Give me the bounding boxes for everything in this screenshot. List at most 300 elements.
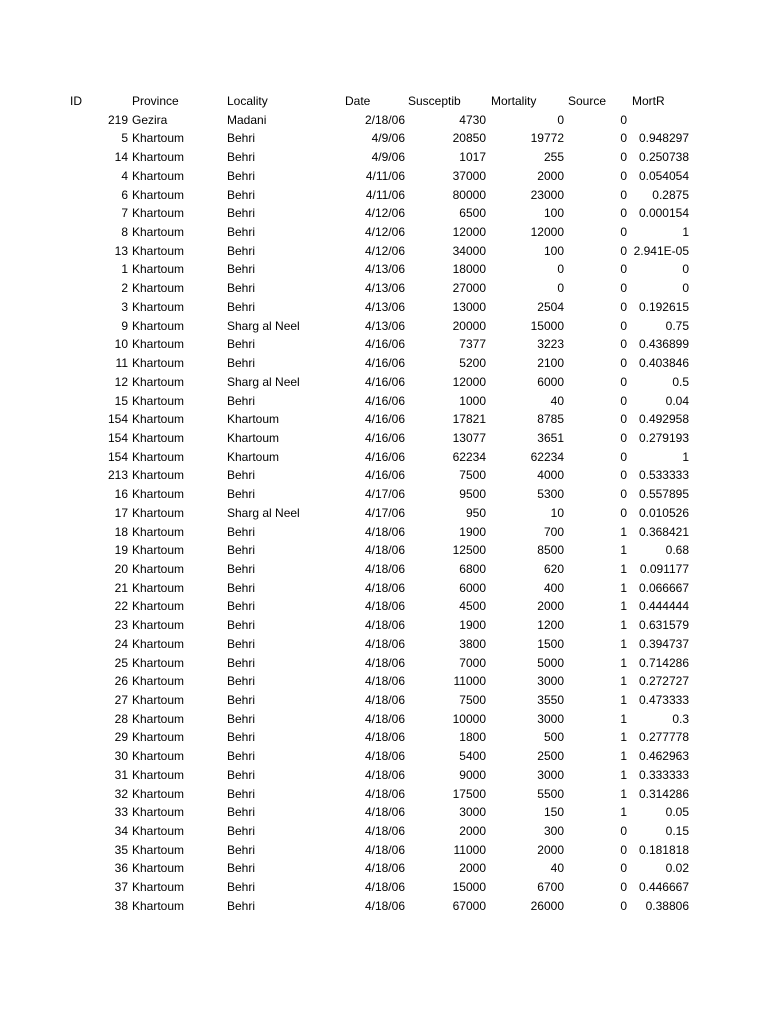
cell-susceptib: 27000	[452, 281, 486, 296]
cell-province: Khartoum	[132, 693, 185, 707]
cell-susceptib: 4730	[459, 112, 486, 127]
cell-susceptib: 17500	[452, 786, 486, 801]
table-row	[0, 317, 768, 336]
cell-mortality: 700	[543, 524, 564, 539]
cell-mortality: 300	[543, 824, 564, 839]
table-row	[0, 504, 768, 523]
cell-susceptib: 13077	[452, 430, 486, 445]
cell-id: 12	[114, 374, 128, 389]
cell-mortr: 0	[682, 281, 689, 296]
cell-mortality: 6700	[537, 880, 564, 895]
cell-date: 4/18/06	[364, 543, 405, 558]
cell-mortality: 3000	[537, 674, 564, 689]
cell-date: 4/11/06	[365, 187, 405, 202]
table-row	[0, 129, 768, 148]
cell-locality: Behri	[227, 580, 256, 595]
cell-locality: Behri	[227, 805, 256, 820]
cell-susceptib: 7500	[459, 693, 486, 707]
table-row	[0, 747, 768, 766]
cell-mortality: 3651	[537, 430, 564, 445]
table-row	[0, 766, 768, 785]
table-row	[0, 710, 768, 729]
cell-mortr: 0.38806	[645, 898, 689, 913]
cell-province: Khartoum	[132, 636, 185, 651]
cell-source: 0	[620, 880, 627, 895]
table-row	[0, 897, 768, 916]
cell-locality: Behri	[227, 636, 256, 651]
cell-susceptib: 9500	[459, 487, 486, 502]
cell-mortr	[627, 111, 689, 130]
table-row	[0, 616, 768, 635]
cell-mortality: 12000	[530, 225, 564, 240]
cell-province: Khartoum	[132, 580, 185, 595]
cell-mortality: 100	[543, 243, 564, 258]
cell-susceptib: 1017	[459, 150, 486, 165]
cell-province: Khartoum	[132, 599, 185, 614]
table-row	[0, 579, 768, 598]
cell-locality: Behri	[227, 693, 256, 707]
cell-susceptib: 67000	[452, 898, 486, 913]
cell-date: 4/16/06	[364, 412, 405, 427]
cell-id: 3	[121, 299, 128, 314]
cell-source: 0	[620, 374, 627, 389]
cell-locality: Behri	[227, 299, 256, 314]
cell-date: 4/18/06	[364, 655, 405, 670]
cell-mortality: 8500	[537, 543, 564, 558]
cell-source: 0	[620, 487, 627, 502]
header-susceptib: Susceptib	[408, 94, 461, 108]
cell-id: 4	[121, 168, 128, 183]
cell-province: Khartoum	[132, 206, 185, 221]
cell-locality: Behri	[227, 187, 256, 202]
cell-source: 0	[620, 187, 627, 202]
cell-mortr: 0.05	[665, 805, 689, 820]
cell-mortality: 500	[543, 730, 564, 745]
cell-date: 4/18/06	[364, 767, 405, 782]
cell-mortality: 10	[550, 505, 564, 520]
cell-susceptib: 11000	[453, 842, 486, 857]
cell-province: Khartoum	[132, 767, 185, 782]
cell-susceptib: 4500	[459, 599, 486, 614]
cell-province: Khartoum	[132, 412, 185, 427]
cell-date: 4/13/06	[364, 262, 405, 277]
cell-source: 1	[620, 636, 627, 651]
cell-date: 4/18/06	[364, 824, 405, 839]
cell-date: 4/16/06	[364, 430, 405, 445]
cell-id: 7	[121, 206, 128, 221]
cell-mortality: 1200	[537, 618, 564, 633]
cell-id: 34	[114, 824, 128, 839]
cell-source: 1	[620, 543, 627, 558]
cell-mortality: 100	[543, 206, 564, 221]
cell-locality: Behri	[227, 599, 256, 614]
cell-mortr: 0.557895	[638, 487, 689, 502]
cell-mortality: 19772	[530, 131, 564, 146]
cell-id: 23	[114, 618, 128, 633]
cell-susceptib: 950	[465, 505, 486, 520]
table-row	[0, 335, 768, 354]
table-row	[0, 523, 768, 542]
cell-province: Khartoum	[132, 674, 185, 689]
cell-susceptib: 34000	[452, 243, 486, 258]
cell-source: 1	[620, 561, 627, 576]
cell-date: 4/18/06	[364, 880, 405, 895]
cell-id: 30	[114, 749, 128, 764]
cell-province: Khartoum	[132, 281, 185, 296]
cell-locality: Behri	[227, 655, 256, 670]
cell-locality: Khartoum	[227, 430, 280, 445]
table-row	[0, 148, 768, 167]
cell-mortality: 0	[557, 262, 564, 277]
cell-mortr: 0.192615	[638, 299, 689, 314]
cell-province: Khartoum	[132, 299, 185, 314]
cell-locality: Behri	[227, 524, 256, 539]
cell-mortr: 0.15	[665, 824, 689, 839]
cell-date: 4/16/06	[364, 468, 405, 483]
cell-mortr: 0.066667	[638, 580, 689, 595]
cell-source: 1	[620, 693, 627, 707]
cell-source: 0	[620, 168, 627, 183]
cell-mortr: 0.000154	[638, 206, 689, 221]
cell-mortr: 1	[682, 449, 689, 464]
cell-mortality: 6000	[537, 374, 564, 389]
cell-id: 2	[121, 281, 128, 296]
cell-locality: Behri	[227, 730, 256, 745]
cell-province: Khartoum	[132, 618, 185, 633]
cell-date: 4/13/06	[364, 318, 405, 333]
cell-province: Khartoum	[132, 842, 185, 857]
cell-susceptib: 6000	[459, 580, 486, 595]
cell-source: 0	[620, 281, 627, 296]
table-row	[0, 485, 768, 504]
cell-province: Khartoum	[132, 356, 185, 371]
table-row	[0, 242, 768, 261]
cell-province: Khartoum	[132, 861, 185, 876]
cell-mortality: 40	[550, 861, 564, 876]
cell-locality: Behri	[227, 749, 256, 764]
table-row	[0, 672, 768, 691]
cell-province: Khartoum	[132, 243, 185, 258]
cell-date: 4/18/06	[364, 898, 405, 913]
header-province: Province	[132, 94, 179, 108]
cell-id: 20	[114, 561, 128, 576]
cell-source: 0	[620, 356, 627, 371]
cell-susceptib: 17821	[452, 412, 486, 427]
cell-mortality: 2100	[537, 356, 564, 371]
cell-mortality: 23000	[530, 187, 564, 202]
cell-id: 10	[114, 337, 128, 352]
cell-mortr: 0.02	[665, 861, 689, 876]
cell-locality: Behri	[227, 206, 256, 221]
cell-mortr: 0.446667	[638, 880, 689, 895]
cell-locality: Behri	[227, 543, 256, 558]
cell-id: 5	[121, 131, 128, 146]
table-body	[0, 111, 768, 916]
cell-susceptib: 5200	[459, 356, 486, 371]
cell-source: 1	[620, 730, 627, 745]
cell-mortality: 26000	[530, 898, 564, 913]
cell-province: Khartoum	[132, 430, 185, 445]
cell-date: 4/18/06	[364, 805, 405, 820]
spreadsheet-table	[0, 92, 768, 916]
cell-province: Khartoum	[132, 543, 185, 558]
cell-date: 4/18/06	[364, 674, 405, 689]
cell-mortr: 0.272727	[638, 674, 689, 689]
cell-mortality: 2504	[537, 299, 564, 314]
cell-source: 0	[620, 861, 627, 876]
header-mortr: MortR	[632, 94, 665, 108]
cell-mortality: 2000	[537, 168, 564, 183]
cell-source: 0	[620, 468, 627, 483]
cell-province: Khartoum	[132, 505, 185, 520]
cell-id: 154	[107, 430, 128, 445]
cell-date: 4/17/06	[364, 505, 405, 520]
cell-mortr: 0.948297	[638, 131, 689, 146]
cell-date: 4/16/06	[364, 449, 405, 464]
table-row	[0, 691, 768, 710]
cell-mortality: 1500	[537, 636, 564, 651]
cell-source: 0	[620, 393, 627, 408]
cell-locality: Behri	[227, 711, 256, 726]
cell-susceptib: 1800	[459, 730, 486, 745]
cell-id: 11	[115, 356, 128, 371]
table-row	[0, 111, 768, 130]
cell-susceptib: 3000	[459, 805, 486, 820]
cell-mortality: 3000	[537, 767, 564, 782]
cell-date: 4/16/06	[364, 356, 405, 371]
cell-mortr: 0.279193	[638, 430, 689, 445]
cell-source: 0	[620, 842, 627, 857]
table-row	[0, 260, 768, 279]
cell-mortr: 0.2875	[652, 187, 689, 202]
cell-source: 0	[620, 131, 627, 146]
cell-locality: Behri	[227, 842, 256, 857]
cell-source: 0	[620, 150, 627, 165]
cell-locality: Behri	[227, 393, 256, 408]
cell-susceptib: 12000	[452, 225, 486, 240]
cell-susceptib: 15000	[452, 880, 486, 895]
cell-mortality: 400	[543, 580, 564, 595]
cell-date: 4/18/06	[364, 693, 405, 707]
cell-source: 1	[620, 749, 627, 764]
cell-source: 1	[620, 805, 627, 820]
cell-locality: Madani	[227, 112, 267, 127]
cell-id: 219	[107, 112, 128, 127]
cell-id: 35	[114, 842, 128, 857]
cell-id: 13	[114, 243, 128, 258]
cell-susceptib: 6500	[459, 206, 486, 221]
cell-locality: Behri	[227, 468, 256, 483]
cell-id: 21	[114, 580, 128, 595]
table-row	[0, 560, 768, 579]
cell-mortality: 150	[543, 805, 564, 820]
cell-date: 4/18/06	[364, 580, 405, 595]
cell-locality: Behri	[227, 243, 256, 258]
cell-date: 4/18/06	[364, 636, 405, 651]
cell-mortr: 0.277778	[638, 730, 689, 745]
cell-mortality: 2500	[537, 749, 564, 764]
cell-id: 1	[121, 262, 128, 277]
table-row	[0, 728, 768, 747]
cell-locality: Behri	[227, 674, 256, 689]
cell-date: 4/18/06	[364, 618, 405, 633]
cell-date: 4/18/06	[364, 861, 405, 876]
cell-mortality: 5500	[537, 786, 564, 801]
cell-mortr: 0.181818	[638, 842, 689, 857]
cell-source: 1	[620, 599, 627, 614]
cell-mortr: 1	[682, 225, 689, 240]
cell-date: 4/18/06	[364, 599, 405, 614]
cell-mortality: 3223	[537, 337, 564, 352]
cell-id: 15	[114, 393, 128, 408]
cell-mortr: 0.04	[665, 393, 689, 408]
cell-mortr: 0.436899	[638, 337, 689, 352]
cell-locality: Behri	[227, 337, 256, 352]
cell-locality: Behri	[227, 861, 256, 876]
cell-susceptib: 18000	[452, 262, 486, 277]
cell-susceptib: 12000	[452, 374, 486, 389]
table-row	[0, 223, 768, 242]
cell-source: 1	[620, 674, 627, 689]
cell-source: 1	[620, 786, 627, 801]
cell-mortality: 3550	[537, 693, 564, 707]
cell-source: 1	[620, 524, 627, 539]
cell-susceptib: 5400	[459, 749, 486, 764]
cell-locality: Sharg al Neel	[227, 374, 300, 389]
cell-mortr: 0.5	[672, 374, 689, 389]
cell-source: 0	[620, 824, 627, 839]
cell-id: 19	[114, 543, 128, 558]
cell-source: 1	[620, 580, 627, 595]
cell-locality: Khartoum	[227, 449, 280, 464]
cell-province: Khartoum	[132, 730, 185, 745]
cell-susceptib: 3800	[459, 636, 486, 651]
cell-id: 36	[114, 861, 128, 876]
cell-susceptib: 1900	[459, 524, 486, 539]
cell-date: 4/18/06	[364, 786, 405, 801]
cell-date: 4/17/06	[364, 487, 405, 502]
cell-source: 0	[620, 243, 627, 258]
cell-province: Khartoum	[132, 187, 185, 202]
cell-mortr: 0.403846	[638, 356, 689, 371]
cell-locality: Behri	[227, 767, 256, 782]
cell-mortr: 0.091177	[639, 561, 689, 576]
cell-date: 2/18/06	[364, 112, 405, 127]
cell-mortr: 0.314286	[638, 786, 689, 801]
cell-date: 4/9/06	[371, 131, 405, 146]
cell-locality: Sharg al Neel	[227, 318, 300, 333]
cell-susceptib: 37000	[452, 168, 486, 183]
header-source: Source	[568, 94, 607, 108]
cell-source: 0	[620, 318, 627, 333]
cell-susceptib: 2000	[459, 824, 486, 839]
cell-date: 4/12/06	[364, 206, 405, 221]
cell-mortr: 0.010526	[638, 505, 689, 520]
cell-susceptib: 20000	[452, 318, 486, 333]
cell-date: 4/11/06	[365, 168, 405, 183]
table-row	[0, 597, 768, 616]
cell-mortr: 0.054054	[638, 168, 689, 183]
cell-mortality: 8785	[537, 412, 564, 427]
cell-id: 17	[114, 505, 128, 520]
table-row	[0, 541, 768, 560]
cell-province: Khartoum	[132, 449, 185, 464]
table-row	[0, 878, 768, 897]
table-row	[0, 410, 768, 429]
cell-id: 154	[107, 412, 128, 427]
cell-susceptib: 80000	[452, 187, 486, 202]
cell-susceptib: 11000	[453, 674, 486, 689]
cell-date: 4/16/06	[364, 393, 405, 408]
cell-source: 0	[620, 898, 627, 913]
cell-province: Gezira	[132, 112, 168, 127]
cell-susceptib: 1000	[459, 393, 486, 408]
cell-mortality: 2000	[537, 599, 564, 614]
table-row	[0, 785, 768, 804]
cell-province: Khartoum	[132, 786, 185, 801]
cell-susceptib: 13000	[452, 299, 486, 314]
cell-id: 28	[114, 711, 128, 726]
table-row	[0, 204, 768, 223]
cell-date: 4/12/06	[364, 225, 405, 240]
cell-locality: Behri	[227, 561, 256, 576]
cell-mortr: 0.444444	[638, 599, 689, 614]
cell-id: 18	[114, 524, 128, 539]
cell-id: 33	[114, 805, 128, 820]
cell-mortr: 0.368421	[638, 524, 689, 539]
cell-locality: Khartoum	[227, 412, 280, 427]
cell-mortality: 0	[557, 112, 564, 127]
cell-source: 0	[620, 430, 627, 445]
cell-province: Khartoum	[132, 898, 185, 913]
table-row	[0, 298, 768, 317]
cell-locality: Behri	[227, 168, 256, 183]
cell-id: 6	[121, 187, 128, 202]
cell-id: 213	[107, 468, 128, 483]
cell-province: Khartoum	[132, 561, 185, 576]
cell-date: 4/9/06	[371, 150, 405, 165]
cell-province: Khartoum	[132, 749, 185, 764]
cell-date: 4/18/06	[364, 711, 405, 726]
cell-source: 0	[620, 337, 627, 352]
cell-id: 9	[121, 318, 128, 333]
cell-province: Khartoum	[132, 150, 185, 165]
table-row	[0, 429, 768, 448]
cell-locality: Behri	[227, 262, 256, 277]
cell-province: Khartoum	[132, 805, 185, 820]
cell-susceptib: 7377	[459, 337, 486, 352]
cell-mortality: 255	[543, 150, 564, 165]
cell-source: 0	[620, 505, 627, 520]
cell-mortr: 0.333333	[638, 767, 689, 782]
table-row	[0, 466, 768, 485]
table-row	[0, 279, 768, 298]
cell-mortr: 0.394737	[638, 636, 689, 651]
cell-locality: Behri	[227, 824, 256, 839]
table-row	[0, 186, 768, 205]
cell-mortality: 5300	[537, 487, 564, 502]
cell-locality: Behri	[227, 880, 256, 895]
cell-source: 1	[620, 767, 627, 782]
cell-mortality: 5000	[537, 655, 564, 670]
table-row	[0, 654, 768, 673]
table-row	[0, 859, 768, 878]
cell-susceptib: 7000	[459, 655, 486, 670]
table-row	[0, 373, 768, 392]
cell-mortr: 0.75	[665, 318, 689, 333]
cell-province: Khartoum	[132, 374, 185, 389]
cell-source: 1	[620, 618, 627, 633]
